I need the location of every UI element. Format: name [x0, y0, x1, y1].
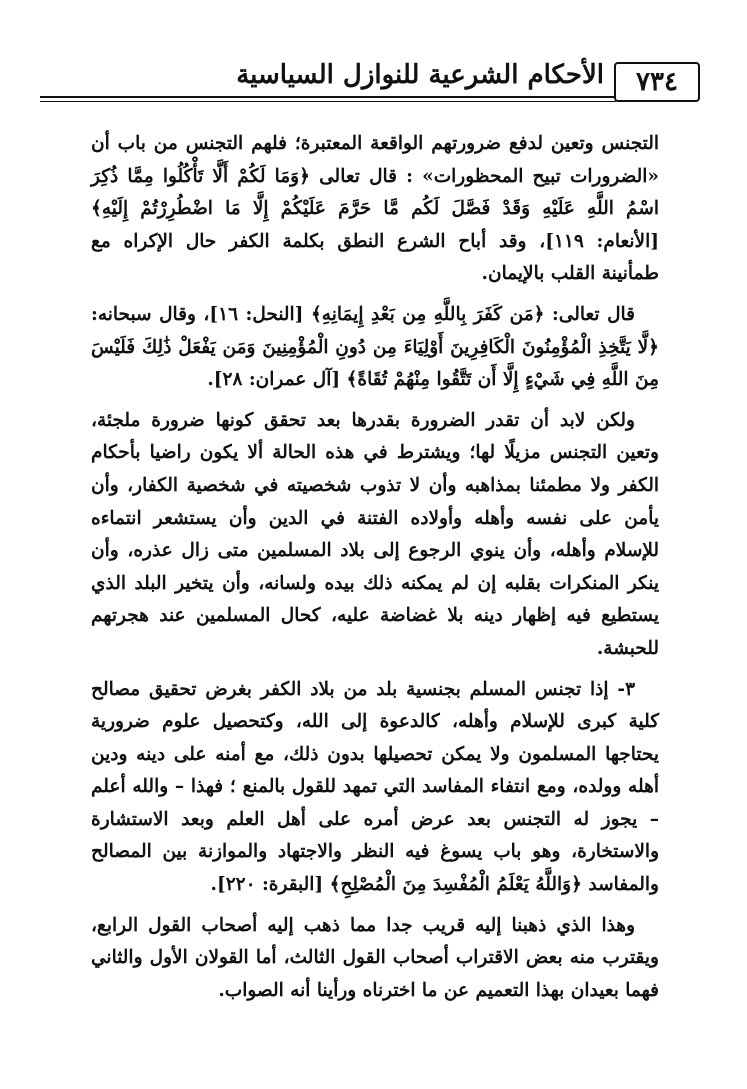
paragraph: ٣- إذا تجنس المسلم بجنسية بلد من بلاد الكفر بغرض تحقيق مصالح كلية كبرى للإسلام وأهله، كالدعوة إلى الله، وكتحصيل علوم ضرورية يحتاجها المسلمون ولا يمكن تحصيلها بدون ذلك، مع أمنه على دينه ودين أهله وولده، ومع انتفاء المفاسد التي تمهد للقول بالمنع ؛ فهذا – والله أعلم – يجوز له التجنس بعد عرض أمره على أهل العلم وبعد الاستشارة والاستخارة، وهو باب يسوغ فيه النظر والاجتهاد والموازنة بين المصالح والمفاسد ﴿وَاللَّهُ يَعْلَمُ الْمُفْسِدَ مِنَ الْمُصْلِحِ﴾ [البقرة: ٢٢٠].	[91, 678, 659, 896]
paragraph: وهذا الذي ذهبنا إليه قريب جدا مما ذهب إليه أصحاب القول الرابع، ويقترب منه بعض الاقتراب أصحاب القول الثالث، أما القولان الأول والثاني فهما بعيدان بهذا التعميم عن ما اخترناه ورأينا أنه الصواب.	[91, 914, 659, 1001]
page-header	[40, 52, 700, 112]
page-body	[91, 128, 659, 1007]
page-number: ٧٣٤	[614, 62, 700, 102]
paragraph: التجنس وتعين لدفع ضرورتهم الواقعة المعتبرة؛ فلهم التجنس من باب أن «الضرورات تبيح المحظورات» : قال تعالى ﴿وَمَا لَكُمْ أَلَّا تَأْكُلُوا مِمَّا ذُكِرَ اسْمُ اللَّهِ عَلَيْهِ وَقَدْ فَصَّلَ لَكُم مَّا حَرَّمَ عَلَيْكُمْ إِلَّا مَا اضْطُرِرْتُمْ إِلَيْهِ﴾ [الأنعام: ١١٩]، وقد أباح الشرع النطق بكلمة الكفر حال الإكراه مع طمأنينة القلب بالإيمان.	[91, 133, 659, 285]
header-rule-thin	[40, 101, 616, 102]
paragraph: ولكن لابد أن تقدر الضرورة بقدرها بعد تحقق كونها ضرورة ملجئة، وتعين التجنس مزيلًا لها؛ ويشترط في هذه الحالة ألا يكون راضيا بأحكام الكفر ولا مطمئنا بمذاهبه وأن لا تذوب شخصيته في شخصية الكفار، وأن يأمن على نفسه وأهله وأولاده الفتنة في الدين وأن يستشعر انتماءه للإسلام وأهله، وأن ينوي الرجوع إلى بلاد المسلمين متى زال عذره، وأن ينكر المنكرات بقلبه إن لم يمكنه ذلك بيده ولسانه، وأن يتخير البلد الذي يستطيع فيه إظهار دينه بلا غضاضة عليه، كحال المسلمين عند هجرتهم للحبشة.	[91, 409, 659, 659]
running-title: الأحكام الشرعية للنوازل السياسية	[236, 60, 604, 90]
paragraph: قال تعالى: ﴿مَن كَفَرَ بِاللَّهِ مِن بَعْدِ إِيمَانِهِ﴾ [النحل: ١٦]، وقال سبحانه: ﴿لَّا يَتَّخِذِ الْمُؤْمِنُونَ الْكَافِرِينَ أَوْلِيَاءَ مِن دُونِ الْمُؤْمِنِينَ وَمَن يَفْعَلْ ذَٰلِكَ فَلَيْسَ مِنَ اللَّهِ فِي شَيْءٍ إِلَّا أَن تَتَّقُوا مِنْهُمْ تُقَاةً﴾ [آل عمران: ٢٨].	[91, 303, 659, 391]
header-rule	[40, 96, 616, 98]
